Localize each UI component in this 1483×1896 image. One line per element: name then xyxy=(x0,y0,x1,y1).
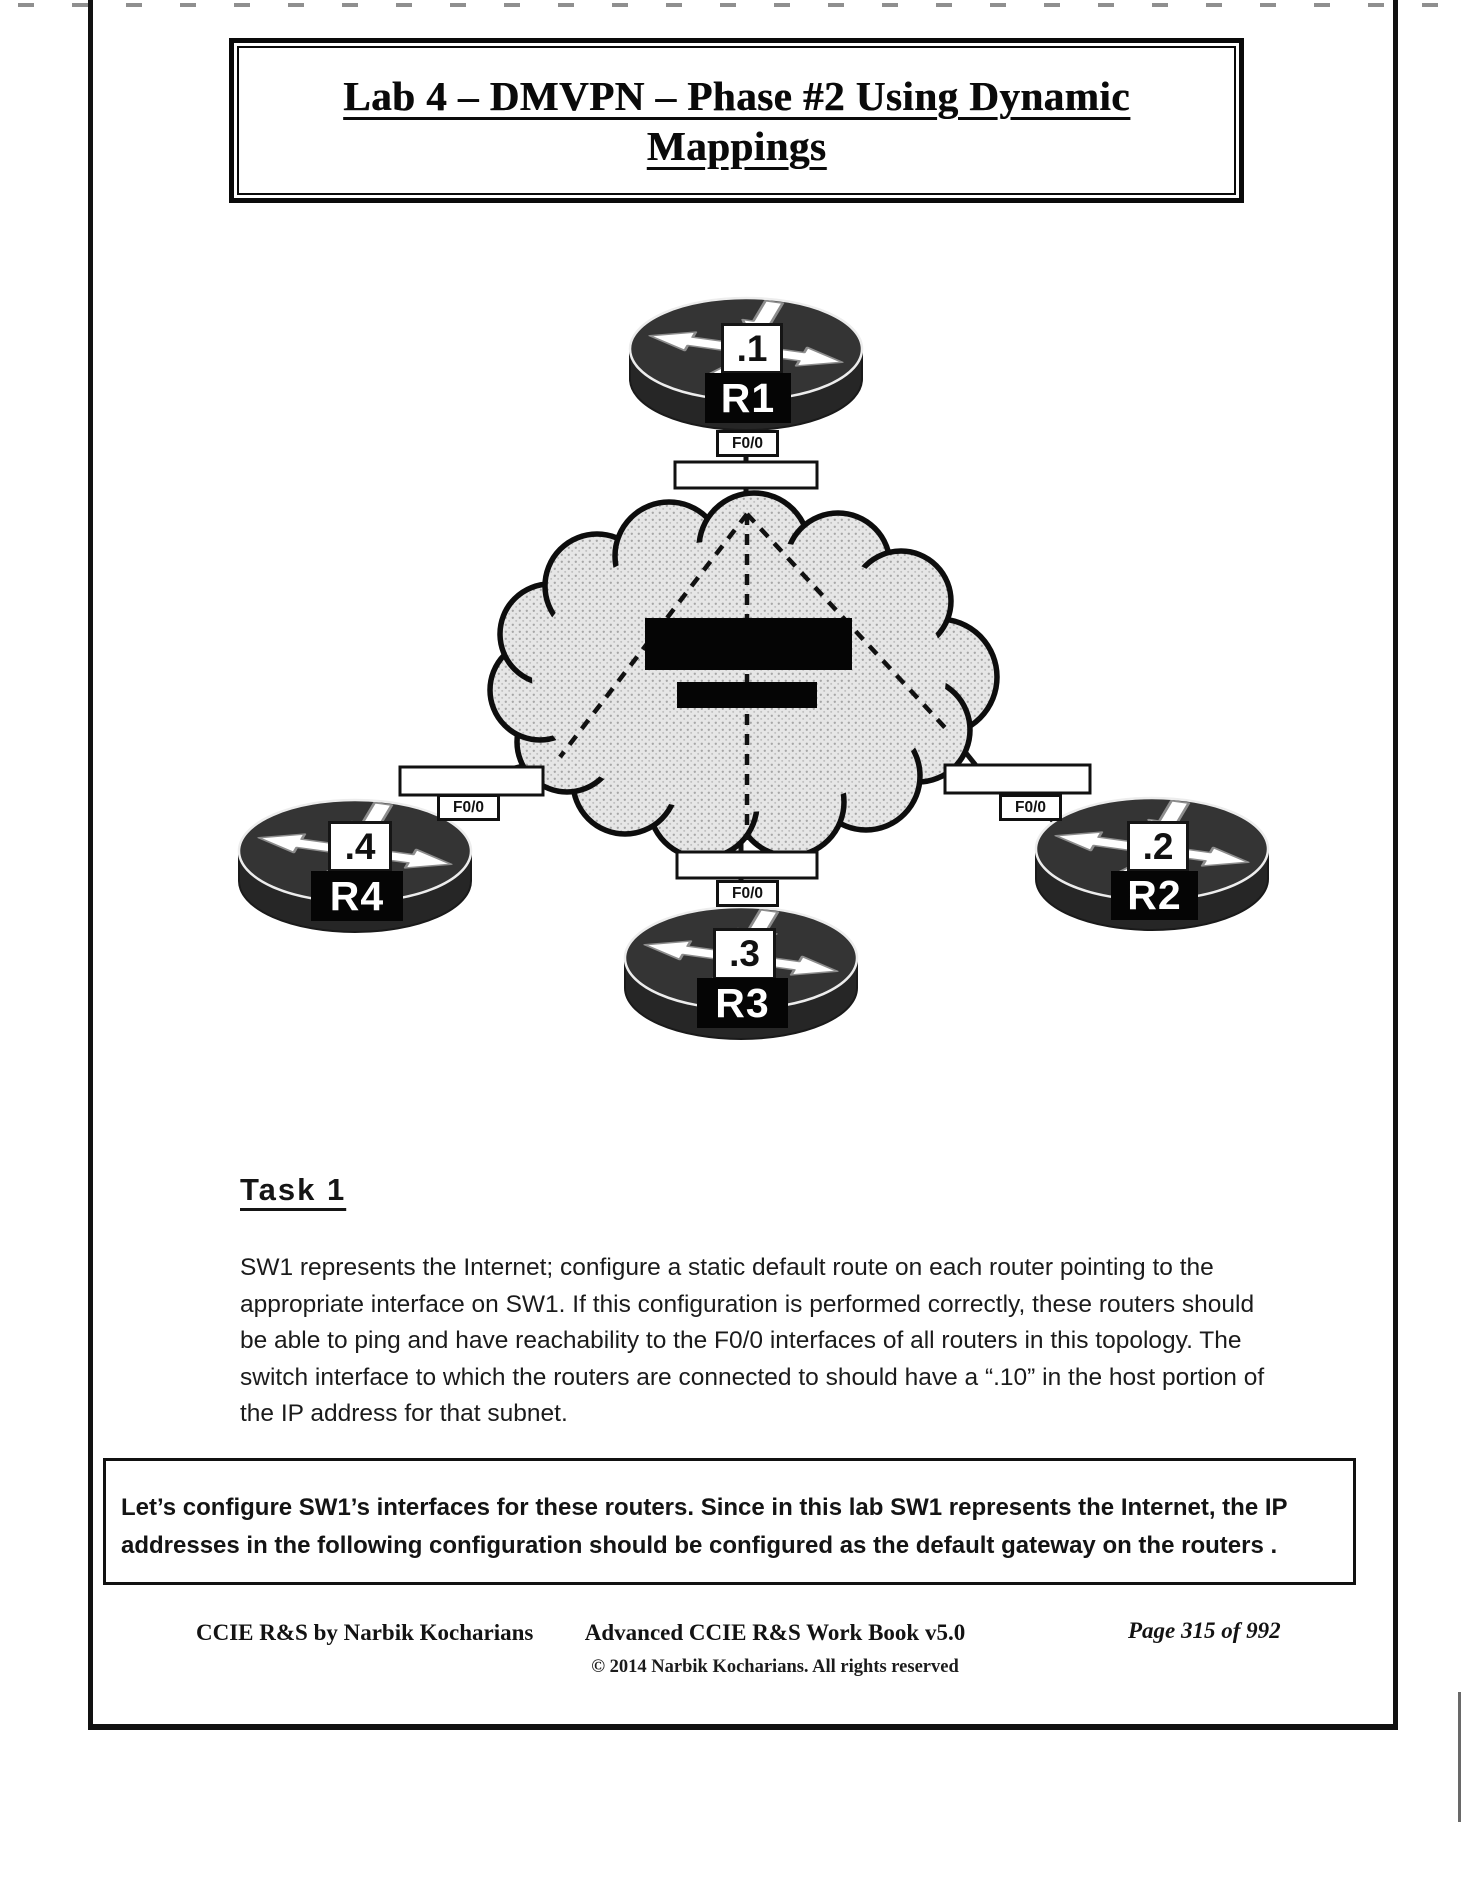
task-heading: Task 1 xyxy=(240,1172,347,1207)
router-r2-host-label: .2 xyxy=(1127,821,1189,872)
task-paragraph: SW1 represents the Internet; configure a static default route on each router pointing to the appropriate interface on SW1. If this configuration is performed correctly, these routers should be able to ping and have reachability to the F0/0 interfaces of all routers in this topology. The switch interface to which the routers are connected to should have a “.10” in the host portion of the IP address for that subnet. xyxy=(240,1254,1265,1427)
internet-cloud xyxy=(490,493,997,858)
redacted-label-secondary xyxy=(677,682,817,708)
ip-label-box-r4 xyxy=(400,767,543,795)
router-r2-name-label: R2 xyxy=(1111,871,1198,920)
ip-label-box-r1 xyxy=(675,462,817,488)
router-r4-host-label: .4 xyxy=(328,821,392,872)
router-r3-host-label: .3 xyxy=(713,928,776,980)
router-r2-interface-chip: F0/0 xyxy=(999,794,1062,821)
router-r3-name-label: R3 xyxy=(697,978,788,1028)
footer-copyright: © 2014 Narbik Kocharians. All rights reserved xyxy=(591,1657,959,1677)
router-r1-name-label: R1 xyxy=(705,373,791,423)
footer-page-number: Page 315 of 992 xyxy=(1128,1618,1281,1643)
footer-author: CCIE R&S by Narbik Kocharians xyxy=(196,1620,534,1645)
page-title-line-2: Mappings xyxy=(646,122,827,169)
redacted-label-primary xyxy=(645,618,852,670)
router-r4-interface-chip: F0/0 xyxy=(437,794,500,821)
router-r1-host-label: .1 xyxy=(721,323,783,374)
note-text: Let’s configure SW1’s interfaces for these routers. Since in this lab SW1 represents the Internet, the IP addresses in the following configuration should be configured as the default gateway on the routers . xyxy=(121,1494,1288,1559)
ip-label-box-r2 xyxy=(945,765,1090,793)
ip-label-box-r3 xyxy=(677,852,817,878)
router-r1-interface-chip: F0/0 xyxy=(716,430,779,457)
note-box xyxy=(103,1458,1356,1585)
page-title-line-1: Lab 4 – DMVPN – Phase #2 Using Dynamic xyxy=(343,72,1130,119)
router-r3-interface-chip: F0/0 xyxy=(716,880,779,907)
footer-book-title: Advanced CCIE R&S Work Book v5.0 xyxy=(584,1620,966,1645)
router-r4-name-label: R4 xyxy=(311,871,403,921)
scan-artifact-right-edge xyxy=(1458,1692,1461,1822)
